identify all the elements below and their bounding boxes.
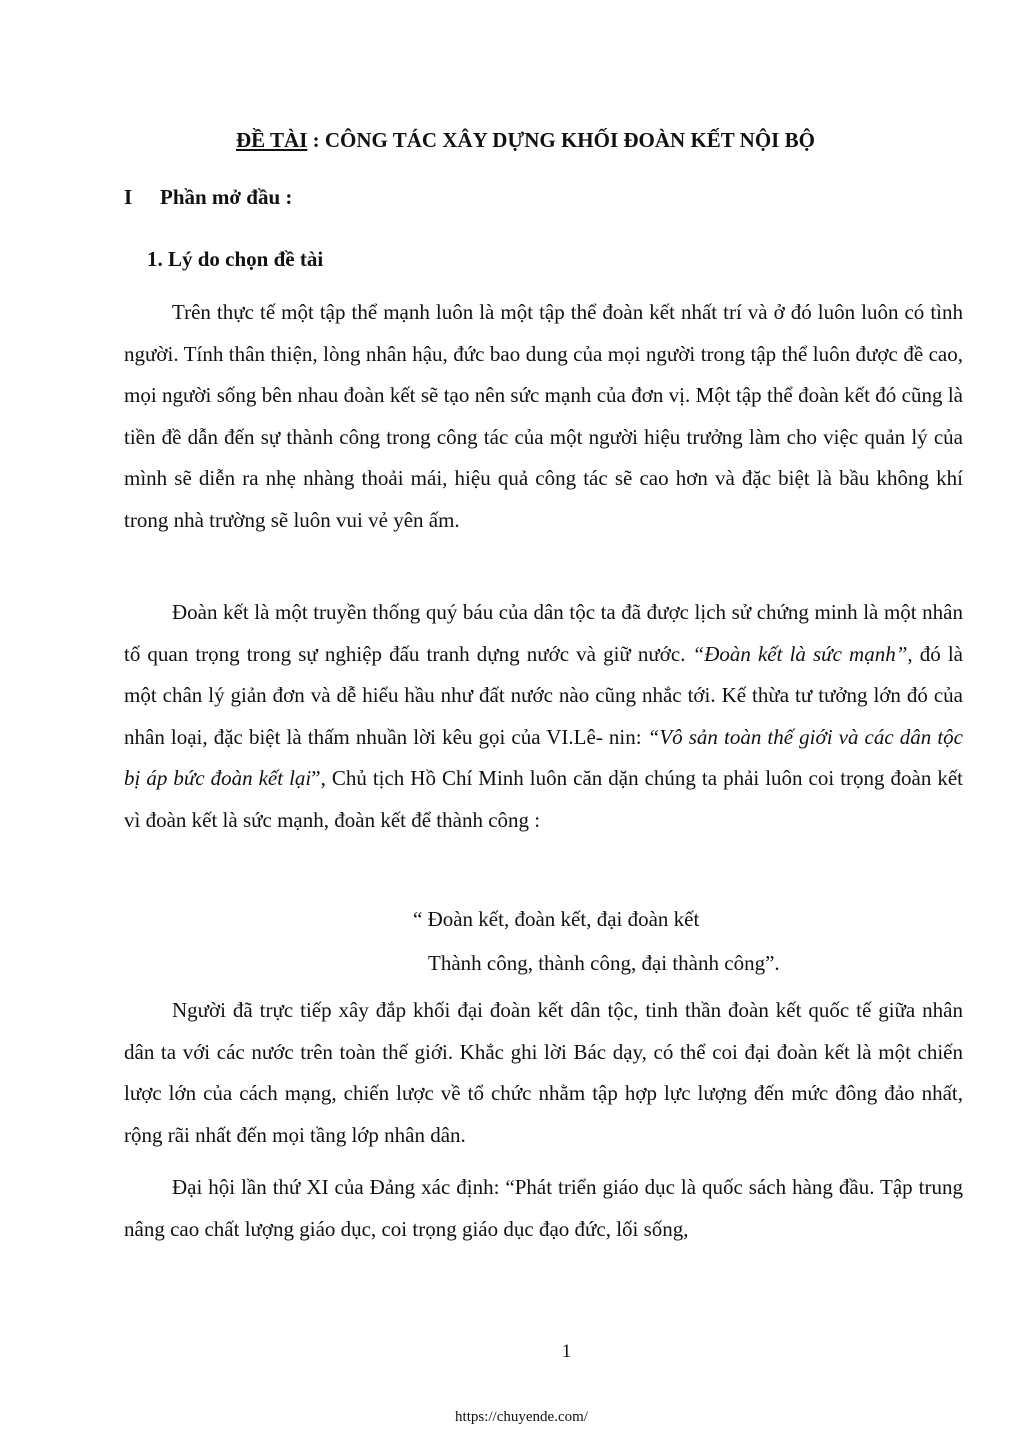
quote-lenin: “Vô sản toàn thế giới và các dân tộc bị áp bức đoàn kết lại: [124, 724, 963, 790]
subsection-heading: 1. Lý do chọn đề tài: [147, 247, 324, 271]
section-number: I: [124, 185, 133, 209]
quote-doan-ket-la-suc-manh: “Đoàn kết là sức mạnh”,: [692, 641, 913, 666]
paragraph-2-part-b: đó là một chân lý giản đơn và dễ hiểu hầu như đất nước nào cũng nhắc tới. Kế thừa tư tưởng lớn đó của nhân loại, đặc biệt là thấm nhuần lời kêu gọi của VI.Lê- nin:: [124, 641, 963, 749]
footer-url[interactable]: https://chuyende.com/: [455, 1409, 588, 1425]
poem-quote: [413, 897, 780, 985]
section-title: Phần mở đầu :: [160, 185, 293, 209]
document-title: [236, 128, 815, 153]
paragraph-3: [124, 990, 963, 1156]
paragraph-2-text: [124, 592, 963, 841]
paragraph-2-part-c: ”, Chủ tịch Hồ Chí Minh luôn căn dặn chúng ta phải luôn coi trọng đoàn kết vì đoàn kết là sức mạnh, đoàn kết để thành công :: [124, 766, 963, 832]
title-rest: : CÔNG TÁC XÂY DỰNG KHỐI ĐOÀN KẾT NỘI BỘ: [307, 128, 815, 152]
poem-line-2: Thành công, thành công, đại thành công”.: [428, 951, 780, 975]
paragraph-2: [124, 592, 963, 841]
paragraph-4-text: Đại hội lần thứ XI của Đảng xác định: “Phát triển giáo dục là quốc sách hàng đầu. Tập trung nâng cao chất lượng giáo dục, coi trọng giáo dục đạo đức, lối sống,: [124, 1175, 963, 1241]
paragraph-1-text: Trên thực tế một tập thể mạnh luôn là một tập thể đoàn kết nhất trí và ở đó luôn luôn có tình người. Tính thân thiện, lòng nhân hậu, đức bao dung của mọi người trong tập thể luôn được đề cao, mọi người sống bên nhau đoàn kết sẽ tạo nên sức mạnh của đơn vị. Một tập thể đoàn kết đó cũng là tiền đề dẫn đến sự thành công trong công tác của một người hiệu trưởng làm cho việc quản lý của mình sẽ diễn ra nhẹ nhàng thoải mái, hiệu quả công tác sẽ cao hơn và đặc biệt là bầu không khí trong nhà trường sẽ luôn vui vẻ yên ấm.: [124, 300, 963, 532]
poem-line-1: “ Đoàn kết, đoàn kết, đại đoàn kết: [413, 907, 700, 931]
paragraph-3-text: Người đã trực tiếp xây đắp khối đại đoàn kết dân tộc, tinh thần đoàn kết quốc tế giữa nhân dân ta với các nước trên toàn thế giới. Khắc ghi lời Bác dạy, có thể coi đại đoàn kết là một chiến lược lớn của cách mạng, chiến lược về tổ chức nhằm tập hợp lực lượng đến mức đông đảo nhất, rộng rãi nhất đến mọi tầng lớp nhân dân.: [124, 998, 963, 1147]
paragraph-2-part-a: Đoàn kết là một truyền thống quý báu của dân tộc ta đã được lịch sử chứng minh là một nhân tố quan trọng trong sự nghiệp đấu tranh dựng nước và giữ nước.: [124, 600, 963, 666]
paragraph-4: [124, 1167, 963, 1250]
page-number: 1: [561, 1341, 572, 1362]
section-heading: [124, 185, 292, 210]
title-prefix: ĐỀ TÀI: [236, 128, 308, 152]
paragraph-1: [124, 292, 963, 541]
